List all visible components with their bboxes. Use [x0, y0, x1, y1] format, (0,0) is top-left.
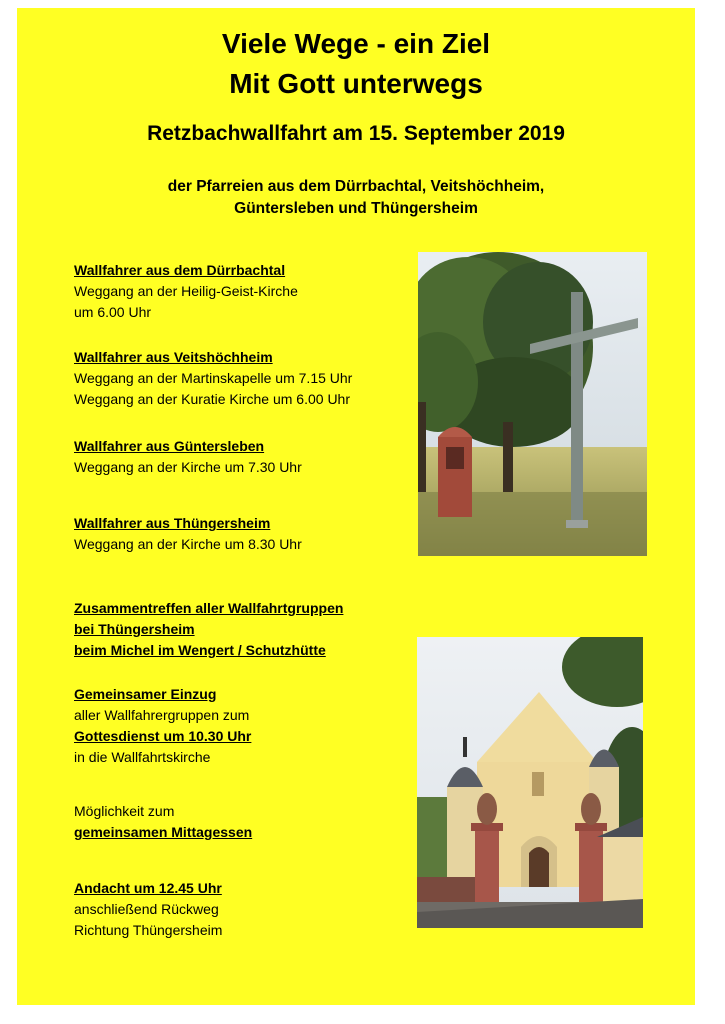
group-veitshoechheim: [74, 347, 352, 410]
group-thuengersheim: [74, 513, 302, 555]
group-line: Weggang an der Kirche um 8.30 Uhr: [74, 536, 302, 552]
entry-line-3: in die Wallfahrtskirche: [74, 749, 211, 765]
devotion-line-2: Richtung Thüngersheim: [74, 922, 223, 938]
group-line: Weggang an der Martinskapelle um 7.15 Uhr: [74, 370, 353, 386]
cross-photo-illustration: [418, 252, 647, 556]
subtitle: Retzbachwallfahrt am 15. September 2019: [147, 122, 565, 145]
group-heading: Wallfahrer aus Thüngersheim: [74, 515, 271, 531]
group-heading: Wallfahrer aus Veitshöchheim: [74, 349, 273, 365]
group-guentersleben: [74, 436, 302, 478]
meeting-line-2: bei Thüngersheim: [74, 621, 195, 637]
church-photo: [417, 637, 643, 928]
group-line: Weggang an der Kirche um 7.30 Uhr: [74, 459, 302, 475]
lunch-line-2: gemeinsamen Mittagessen: [74, 824, 253, 840]
group-heading: Wallfahrer aus dem Dürrbachtal: [74, 262, 286, 278]
lunch-block: [74, 801, 252, 843]
meeting-line-1: Zusammentreffen aller Wallfahrtgruppen: [74, 600, 344, 616]
devotion-line-1: anschließend Rückweg: [74, 901, 219, 917]
group-line: Weggang an der Kuratie Kirche um 6.00 Uhr: [74, 391, 351, 407]
poster: [17, 8, 695, 1005]
group-line: um 6.00 Uhr: [74, 304, 152, 320]
entry-line-2: Gottesdienst um 10.30 Uhr: [74, 728, 252, 744]
church-photo-illustration: [417, 637, 643, 928]
parishes-line-2: Güntersleben und Thüngersheim: [234, 200, 478, 217]
lunch-line-1: Möglichkeit zum: [74, 803, 175, 819]
cross-photo: [418, 252, 647, 556]
parishes-line-1: der Pfarreien aus dem Dürrbachtal, Veitshöchheim,: [167, 178, 545, 195]
entry-block: [74, 684, 251, 768]
devotion-block: [74, 878, 222, 941]
meeting-block: [74, 598, 343, 661]
title-line-2: Mit Gott unterwegs: [229, 68, 483, 99]
devotion-heading: Andacht um 12.45 Uhr: [74, 880, 222, 896]
group-line: Weggang an der Heilig-Geist-Kirche: [74, 283, 298, 299]
meeting-line-3: beim Michel im Wengert / Schutzhütte: [74, 642, 326, 658]
entry-line-1: aller Wallfahrergruppen zum: [74, 707, 250, 723]
group-heading: Wallfahrer aus Güntersleben: [74, 438, 265, 454]
parishes: [17, 176, 695, 220]
group-duerrbachtal: [74, 260, 298, 323]
title-line-1: Viele Wege - ein Ziel: [221, 28, 491, 59]
entry-heading: Gemeinsamer Einzug: [74, 686, 217, 702]
